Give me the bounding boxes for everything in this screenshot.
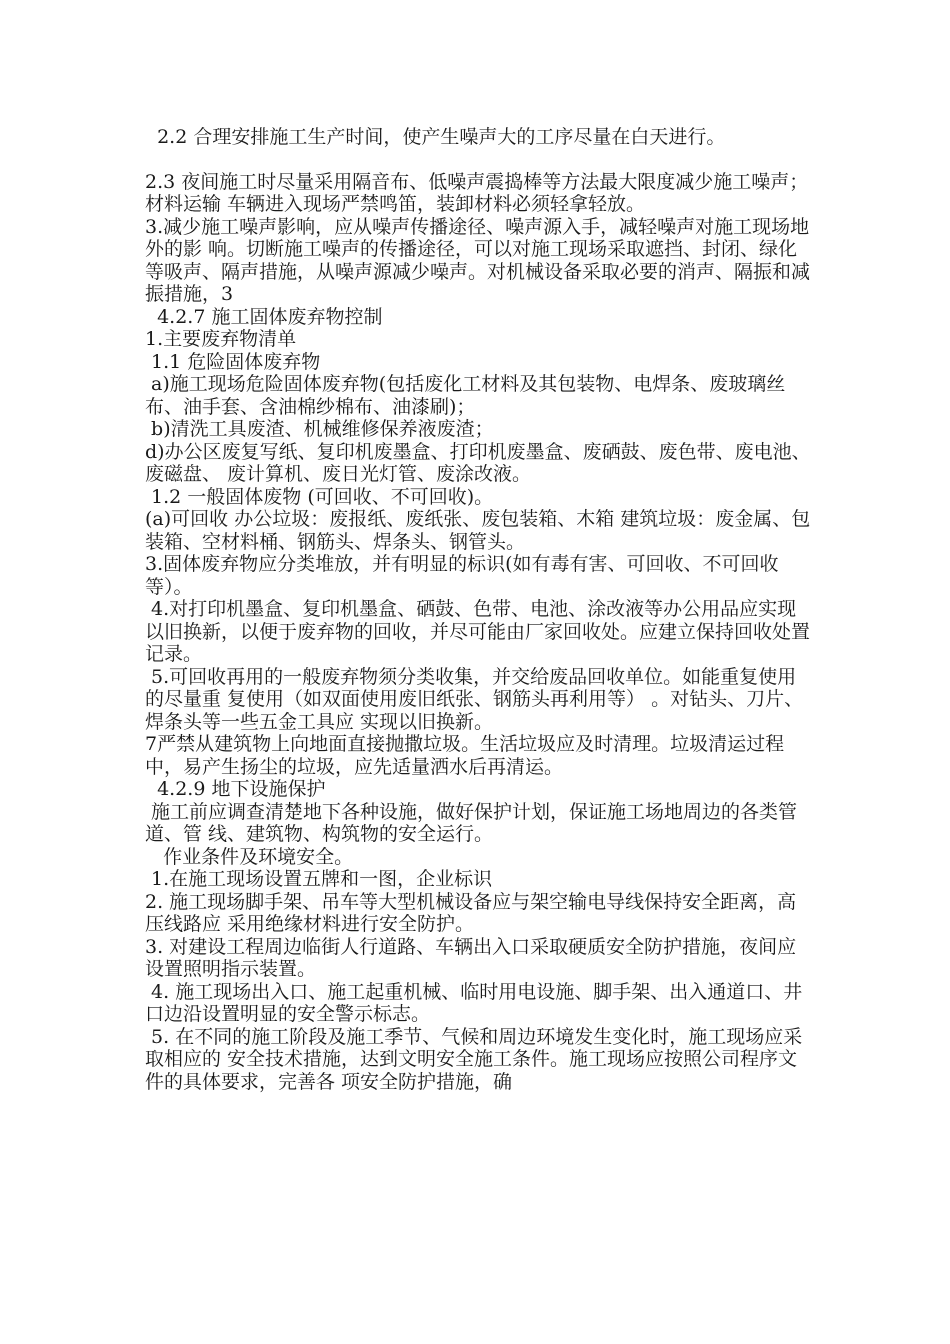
paragraph-7-garbage: 7严禁从建筑物上向地面直接抛撒垃圾。生活垃圾应及时清理。垃圾清运过程中，易产生扬尘的垃圾，应先适量洒水后再清运。: [145, 733, 785, 778]
paragraph-1-1: 1.1 危险固体废弃物: [145, 350, 321, 373]
paragraph-d: d)办公区废复写纸、复印机废墨盒、打印机废墨盒、废硒鼓、废色带、废电池、废磁盘、 废计算机、废日光灯管、废涂改液。: [145, 440, 811, 485]
paragraph-1-signs: 1.在施工现场设置五牌和一图，企业标识: [145, 868, 493, 890]
paragraph-b: b)清洗工具废渣、机械维修保养液废渣；: [145, 418, 494, 440]
paragraph-3-sorting: 3.固体废弃物应分类堆放，并有明显的标识(如有毒有害、可回收、不可回收等）。: [145, 553, 779, 598]
paragraph-4-warning: 4. 施工现场出入口、施工起重机械、临时用电设施、脚手架、出入通道口、井口边沿设置明显的安全警示标志。: [145, 980, 803, 1025]
paragraph-5-reuse: 5.可回收再用的一般废弃物须分类收集，并交给废品回收单位。如能重复使用的尽量重 复使用（如双面使用废旧纸张、钢筋头再利用等） 。对钻头、刀片、焊条头等一些五金工具应 实现以旧换新。: [145, 665, 804, 733]
paragraph-spacer: [145, 149, 815, 171]
heading-4-2-9: 4.2.9 地下设施保护: [145, 778, 326, 800]
paragraph-2-scaffold: 2. 施工现场脚手架、吊车等大型机械设备应与架空输电导线保持安全距离，高压线路应 采用绝缘材料进行安全防护。: [145, 890, 797, 935]
paragraph-waste-list: 1.主要废弃物清单: [145, 328, 297, 350]
paragraph-3-roadside: 3. 对建设工程周边临街人行道路、车辆出入口采取硬质安全防护措施，夜间应设置照明指示装置。: [145, 935, 797, 980]
paragraph-1-2: 1.2 一般固体废物 (可回收、不可回收)。: [145, 485, 494, 508]
paragraph-4-office: 4.对打印机墨盒、复印机墨盒、硒鼓、色带、电池、涂改液等办公用品应实现以旧换新，以便于废弃物的回收，并尽可能由厂家回收处。应建立保持回收处置记录。: [145, 598, 811, 665]
paragraph-2-2: 2.2 合理安排施工生产时间，使产生噪声大的工序尽量在白天进行。: [145, 126, 726, 148]
paragraph-5-stages: 5. 在不同的施工阶段及施工季节、气候和周边环境发生变化时，施工现场应采取相应的 安全技术措施，达到文明安全施工条件。施工现场应按照公司程序文件的具体要求，完善各 项安全防护措施，确: [145, 1025, 803, 1093]
paragraph-recyclable: (a)可回收 办公垃圾：废报纸、废纸张、废包装箱、木箱 建筑垃圾：废金属、包装箱、空材料桶、钢筋头、焊条头、钢管头。: [145, 508, 811, 553]
paragraph-2-3: 2.3 夜间施工时尽量采用隔音布、低噪声震捣棒等方法最大限度减少施工噪声；材料运输 车辆进入现场严禁鸣笛，装卸材料必须轻拿轻放。: [145, 170, 809, 215]
heading-work-conditions: 作业条件及环境安全。: [145, 845, 354, 868]
document-body: [145, 126, 815, 1093]
paragraph-3-noise: 3.减少施工噪声影响，应从噪声传播途径、噪声源入手，减轻噪声对施工现场地外的影 响。切断施工噪声的传播途径，可以对施工现场采取遮挡、封闭、绿化等吸声、隔声措施，从噪声源减少噪声。对机械设备采取必要的消声、隔振和减振措施，3: [145, 215, 811, 305]
paragraph-underground: 施工前应调查清楚地下各种设施，做好保护计划，保证施工场地周边的各类管道、管 线、建筑物、构筑物的安全运行。: [145, 800, 798, 845]
heading-4-2-7: 4.2.7 施工固体废弃物控制: [145, 305, 383, 328]
paragraph-a: a)施工现场危险固体废弃物(包括废化工材料及其包装物、电焊条、废玻璃丝布、油手套、含油棉纱棉布、油漆刷)；: [145, 373, 786, 418]
